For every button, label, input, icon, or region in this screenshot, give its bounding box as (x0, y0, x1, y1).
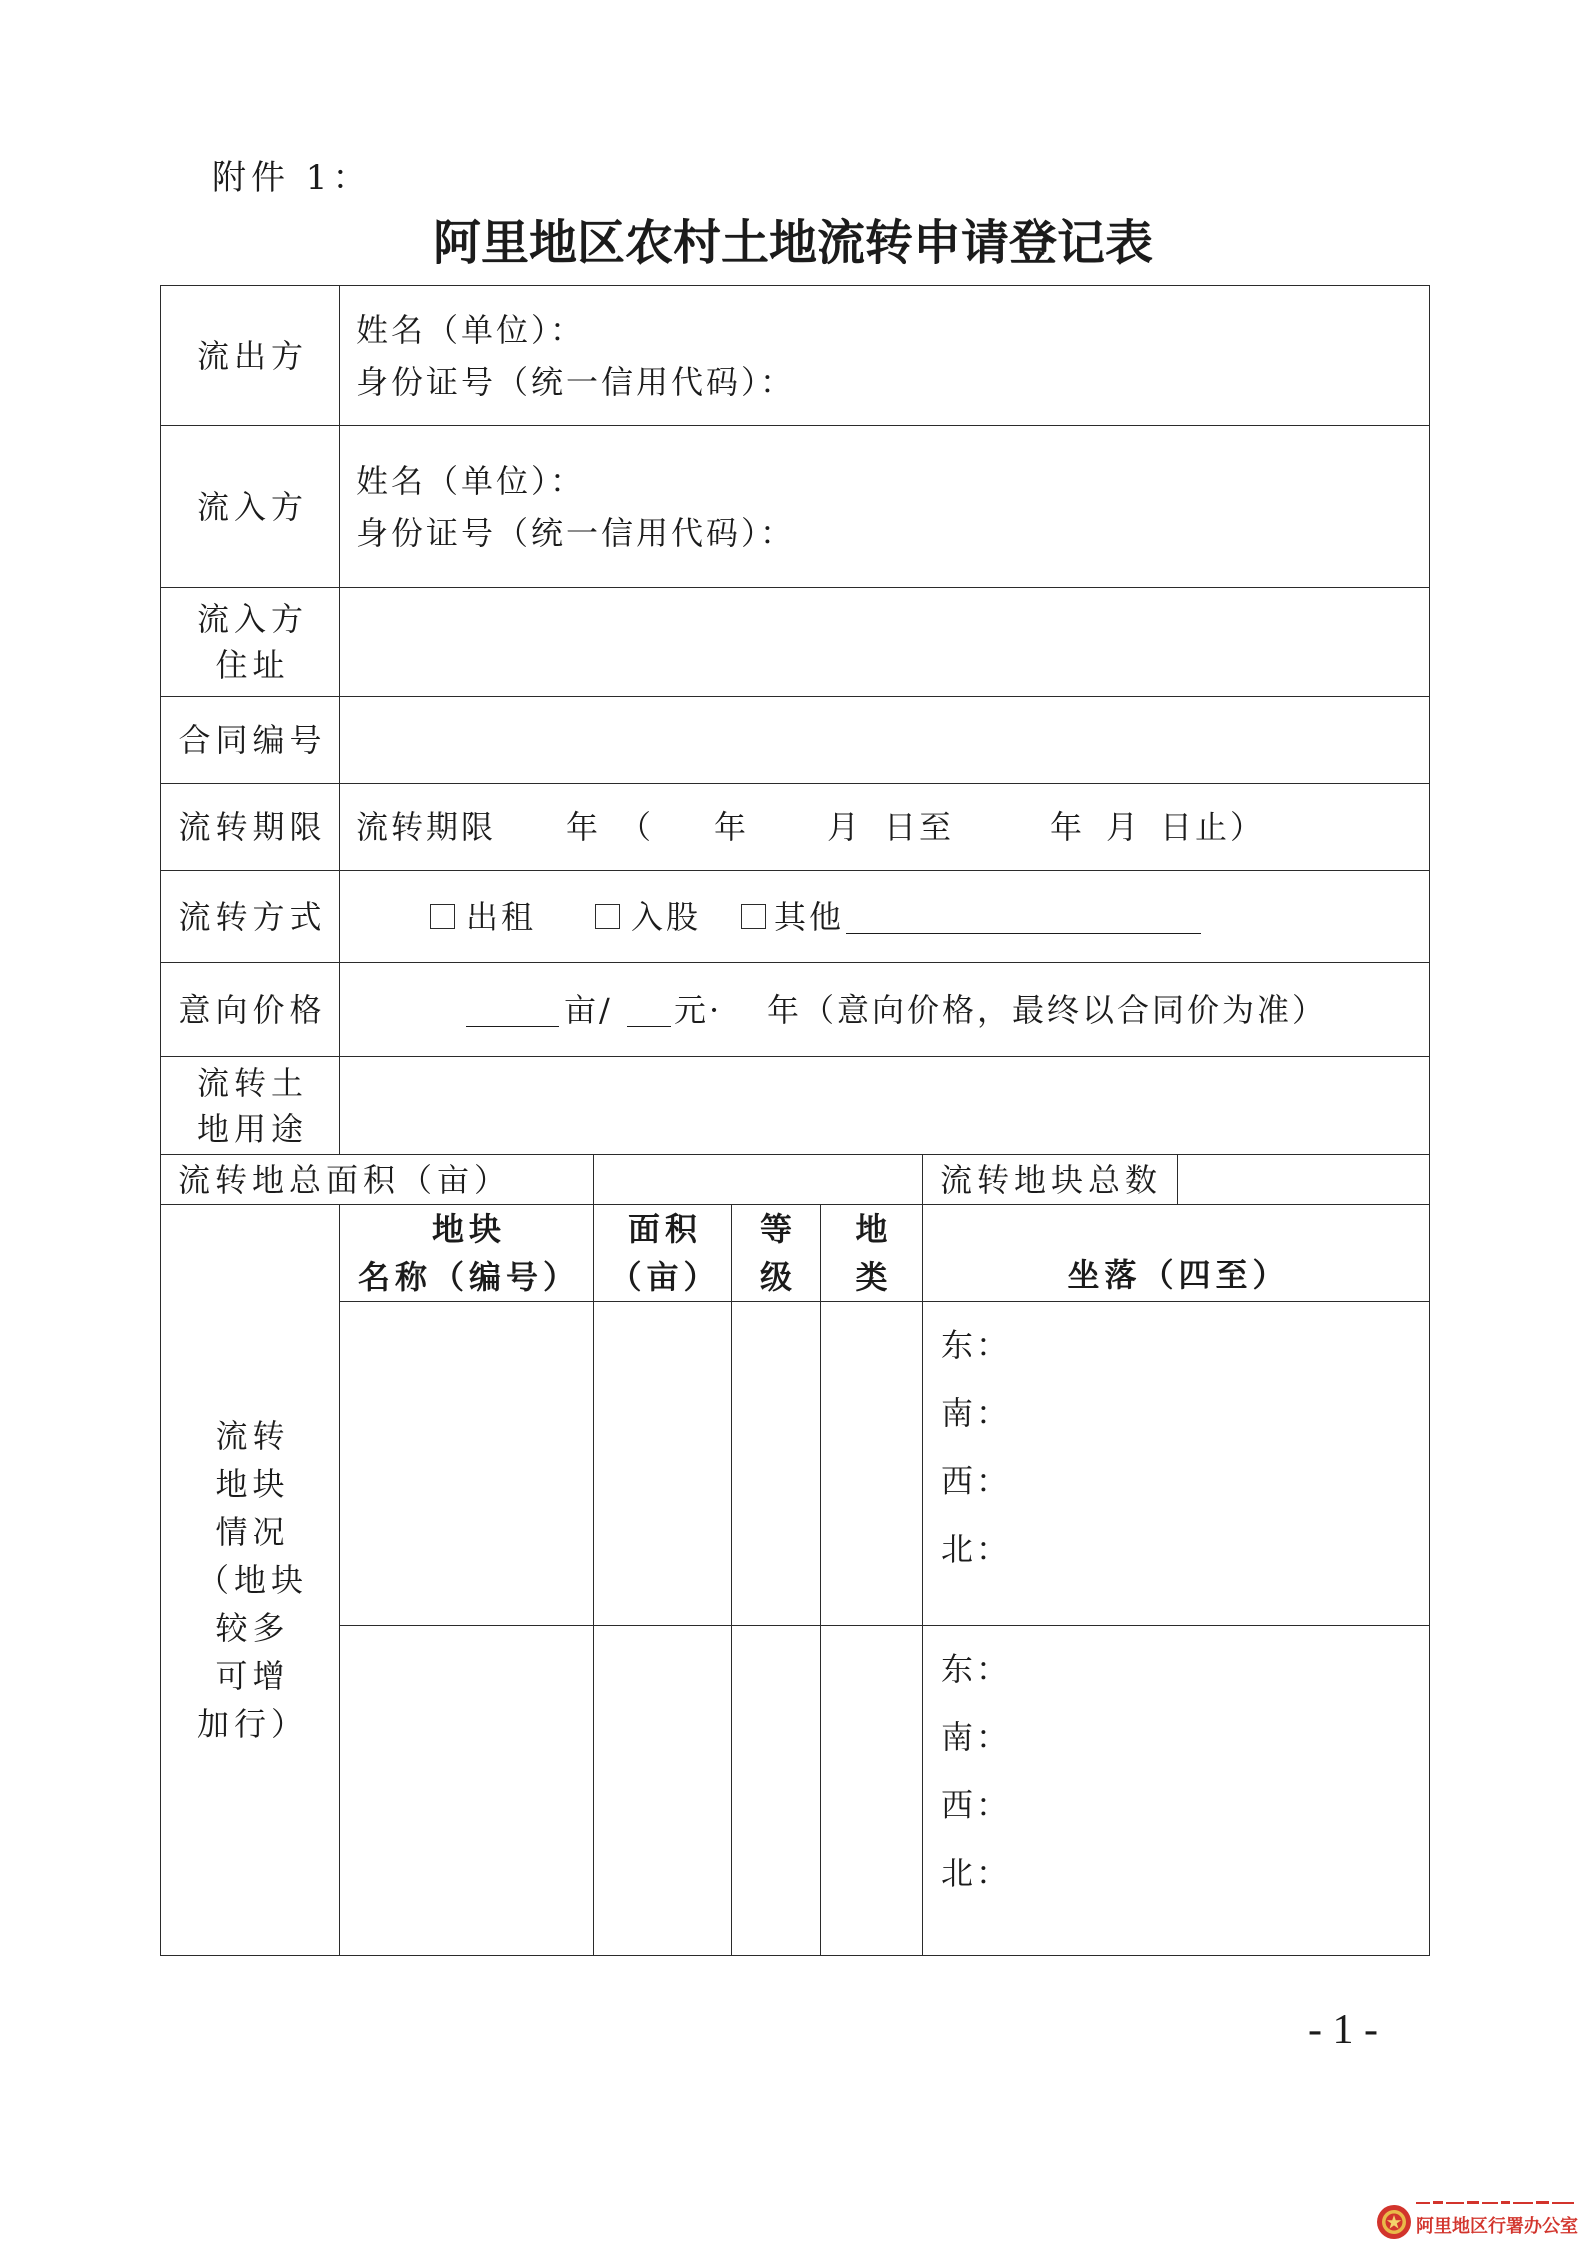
plot-count-value-cell (1178, 1155, 1430, 1205)
boundary-east: 东： (941, 1326, 1012, 1364)
column-header-plot-name: 地块 名称（编号） (340, 1205, 594, 1302)
plot-name-cell (340, 1626, 594, 1956)
transferor-name-prompt: 姓名（单位）： (356, 310, 586, 349)
boundary-north: 北： (941, 1530, 1012, 1568)
boundary-south: 南： (941, 1394, 1012, 1432)
land-use-label: 流转土 地用途 (161, 1057, 340, 1155)
term-start-year: 年 (714, 808, 750, 846)
total-area-label: 流转地总面积（亩） (161, 1155, 594, 1205)
transferee-address-row (161, 588, 1430, 697)
price-per-mu-unit: 亩/ (564, 990, 613, 1029)
transferor-label: 流出方 (161, 286, 340, 426)
price-yuan-unit: 元· (674, 990, 723, 1029)
boundary-south: 南： (941, 1718, 1012, 1756)
issuing-office-logo-text: 阿里地区行署办公室 (1416, 2216, 1578, 2237)
transferee-address-value-cell (340, 588, 1430, 697)
transferee-info-cell (340, 426, 1430, 588)
lease-option-label: 出租 (466, 897, 537, 936)
plots-header-row (161, 1205, 1430, 1302)
transferee-address-label: 流入方 住址 (161, 588, 340, 697)
national-emblem-icon (1376, 2204, 1412, 2240)
totals-row (161, 1155, 1430, 1205)
plot-boundaries-cell (923, 1302, 1430, 1626)
plot-land-type-cell (821, 1626, 923, 1956)
contract-number-row (161, 697, 1430, 784)
term-start-month: 月 (827, 808, 863, 846)
plot-area-cell (594, 1626, 732, 1956)
plot-grade-cell (732, 1302, 821, 1626)
plot-grade-cell (732, 1626, 821, 1956)
method-value-cell (340, 871, 1430, 963)
transferee-label: 流入方 (161, 426, 340, 588)
land-use-value-cell (340, 1057, 1430, 1155)
plot-row (161, 1302, 1430, 1626)
yuan-fill-in-line (627, 1026, 671, 1027)
contract-number-value-cell (340, 697, 1430, 784)
method-row (161, 871, 1430, 963)
contract-number-label: 合同编号 (161, 697, 340, 784)
lease-checkbox (430, 904, 455, 929)
term-prefix: 流转期限 (356, 808, 497, 846)
plot-area-cell (594, 1302, 732, 1626)
transferor-row (161, 286, 1430, 426)
column-header-area: 面积 （亩） (594, 1205, 732, 1302)
other-checkbox (741, 904, 766, 929)
column-header-location: 坐落（四至） (923, 1205, 1430, 1302)
equity-checkbox (595, 904, 620, 929)
land-use-row (161, 1057, 1430, 1155)
form-title: 阿里地区农村土地流转申请登记表 (432, 215, 1153, 271)
page-number: - 1 - (1308, 2007, 1378, 2053)
plots-section-label: 流转 地块 情况 （地块 较多 可增 加行） (161, 1205, 340, 1956)
registration-form-table (160, 285, 1430, 1956)
plot-land-type-cell (821, 1302, 923, 1626)
other-option-label: 其他 (774, 897, 845, 936)
term-years-unit: 年 (566, 808, 602, 846)
plot-count-label: 流转地块总数 (923, 1155, 1178, 1205)
other-fill-in-line (846, 933, 1201, 934)
term-line (340, 805, 1429, 849)
plot-row (161, 1626, 1430, 1956)
intended-price-line (340, 988, 1429, 1032)
boundary-north: 北： (941, 1854, 1012, 1892)
boundary-west: 西： (941, 1786, 1012, 1824)
plot-name-cell (340, 1302, 594, 1626)
attachment-label: 附件 1： (212, 158, 372, 198)
plot-boundaries-cell (923, 1626, 1430, 1956)
column-header-grade: 等 级 (732, 1205, 821, 1302)
intended-price-value-cell (340, 963, 1430, 1057)
term-end-year: 年 (1050, 808, 1086, 846)
column-header-land-type: 地 类 (821, 1205, 923, 1302)
intended-price-row (161, 963, 1430, 1057)
term-value-cell (340, 784, 1430, 871)
price-note: 年（意向价格，最终以合同价为准） (767, 990, 1328, 1029)
boundary-east: 东： (941, 1650, 1012, 1688)
intended-price-label: 意向价格 (161, 963, 340, 1057)
method-options (340, 895, 1429, 939)
tibetan-script-logo-line (1416, 2199, 1576, 2207)
area-fill-in-line (466, 1026, 559, 1027)
transferee-id-prompt: 身份证号（统一信用代码）： (356, 513, 796, 552)
total-area-value-cell (594, 1155, 923, 1205)
term-end-day: 日止） (1160, 808, 1266, 846)
term-start-day: 日至 (884, 808, 955, 846)
term-open-paren: （ (619, 808, 655, 846)
transferor-info-cell (340, 286, 1430, 426)
boundary-west: 西： (941, 1462, 1012, 1500)
transferor-id-prompt: 身份证号（统一信用代码）： (356, 362, 796, 401)
equity-option-label: 入股 (631, 897, 702, 936)
transferee-name-prompt: 姓名（单位）： (356, 461, 586, 500)
method-label: 流转方式 (161, 871, 340, 963)
term-label: 流转期限 (161, 784, 340, 871)
transferee-row (161, 426, 1430, 588)
term-row (161, 784, 1430, 871)
term-end-month: 月 (1106, 808, 1142, 846)
